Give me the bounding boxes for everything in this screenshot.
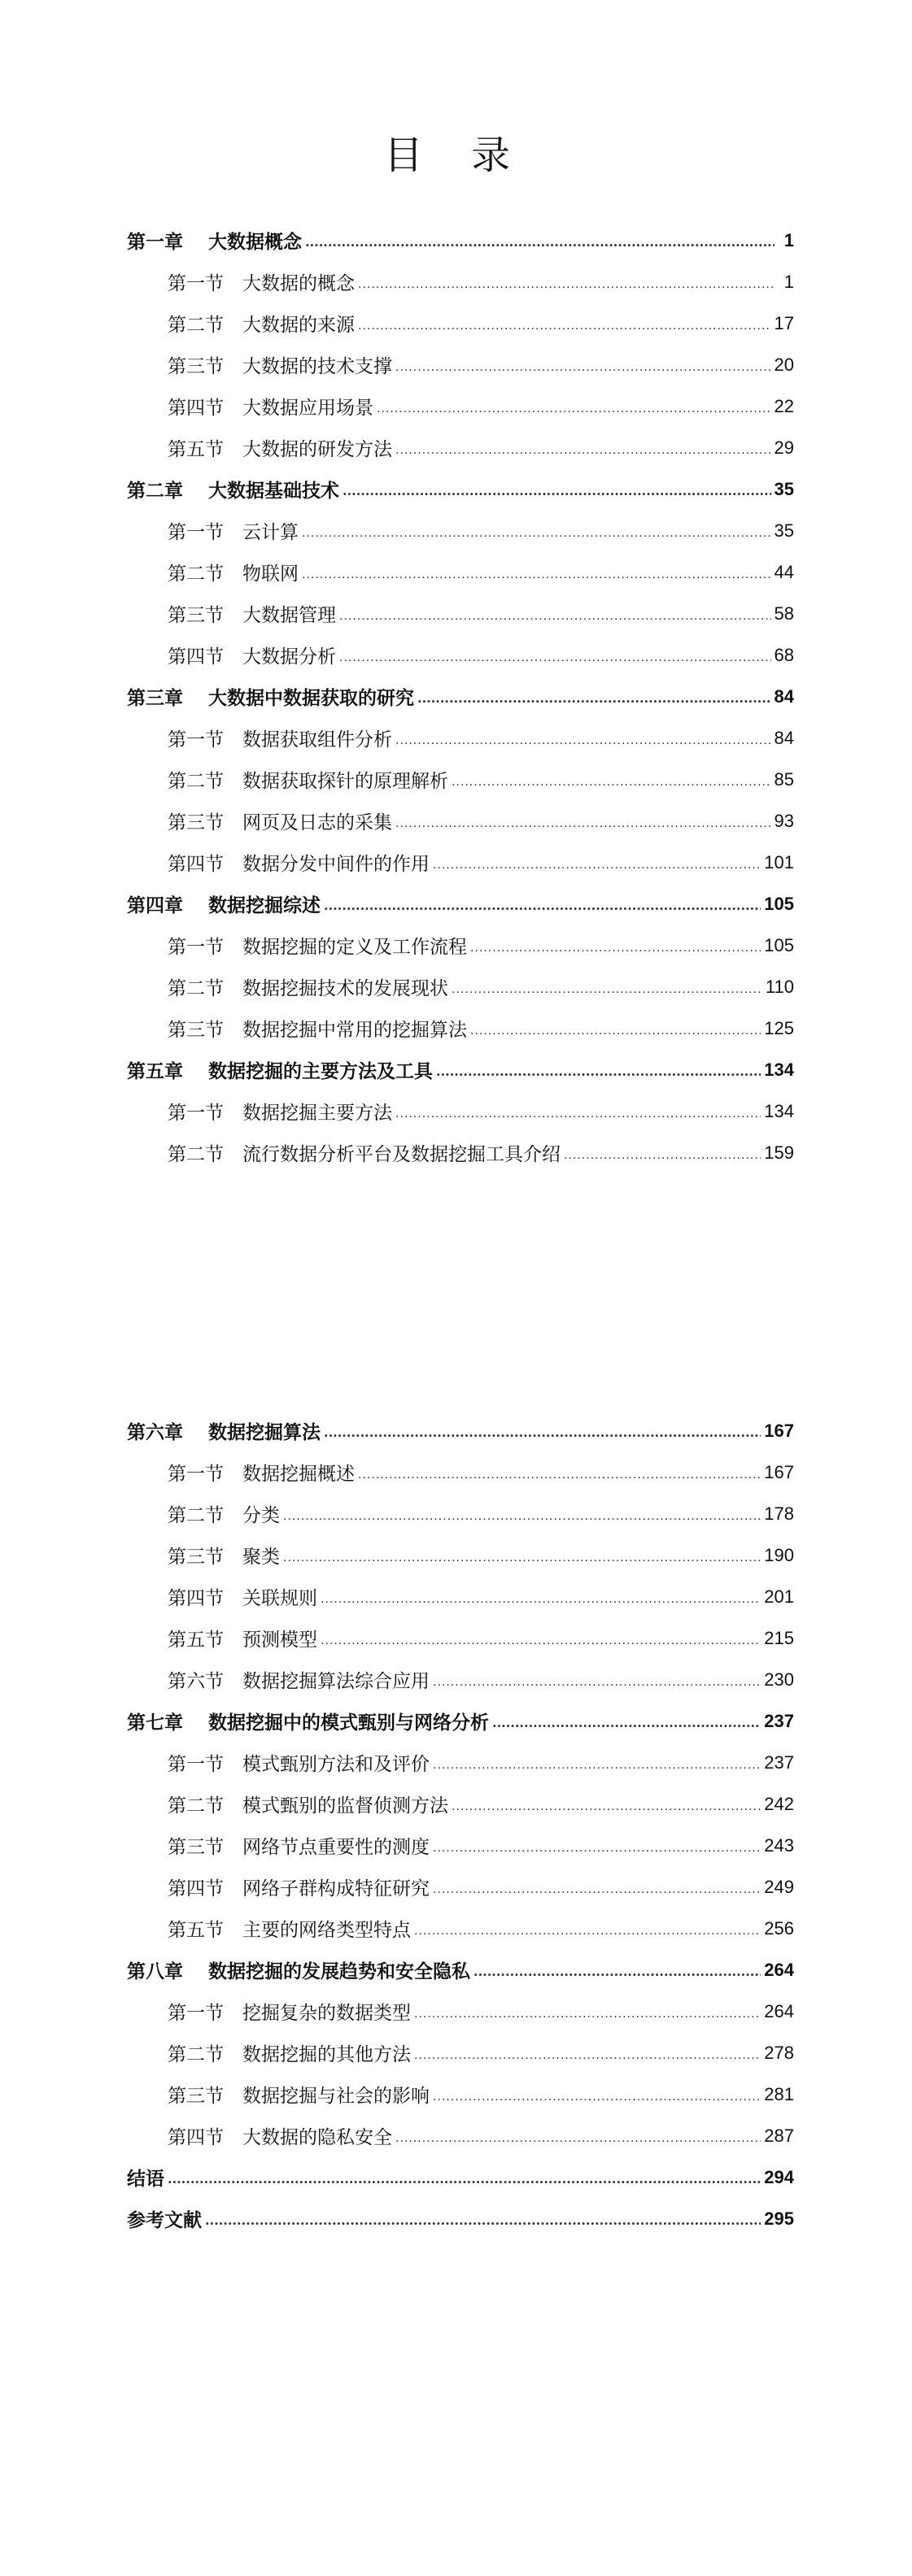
dot-leader xyxy=(492,1711,761,1732)
entry-page-number: 190 xyxy=(764,1544,794,1565)
entry-title: 大数据的来源 xyxy=(242,315,355,336)
toc-chapter-entry[interactable] xyxy=(127,220,794,261)
dot-leader xyxy=(433,1877,761,1898)
entry-page-number: 264 xyxy=(764,1959,794,1980)
entry-number: 第一章 xyxy=(127,231,183,253)
entry-page-number: 105 xyxy=(764,934,794,955)
dot-leader xyxy=(339,645,771,666)
entry-page-number: 1 xyxy=(783,229,794,250)
dot-leader xyxy=(452,769,771,790)
dot-leader xyxy=(395,437,771,459)
toc-section-entry[interactable] xyxy=(127,717,794,759)
entry-page-number: 44 xyxy=(774,561,794,582)
dot-leader xyxy=(417,686,771,707)
toc-chapter-entry[interactable] xyxy=(127,1949,794,1991)
entry-number: 第一节 xyxy=(168,273,224,294)
entry-number: 第一节 xyxy=(168,522,224,543)
entry-number: 第三章 xyxy=(127,687,183,709)
dot-leader xyxy=(433,2084,761,2105)
entry-page-number: 35 xyxy=(774,520,794,541)
entry-number: 第二节 xyxy=(168,564,224,585)
entry-title: 数据挖掘综述 xyxy=(208,894,321,916)
toc-section-entry[interactable] xyxy=(127,1742,794,1783)
toc-section-entry[interactable] xyxy=(127,1866,794,1908)
dot-leader xyxy=(302,562,771,583)
toc-section-entry[interactable] xyxy=(127,2115,794,2156)
dot-leader xyxy=(395,728,771,749)
entry-page-number: 85 xyxy=(774,768,794,790)
toc-chapter-entry[interactable] xyxy=(127,676,794,717)
entry-page-number: 264 xyxy=(764,2000,794,2021)
entry-title: 大数据应用场景 xyxy=(242,398,373,419)
entry-title: 数据挖掘技术的发展现状 xyxy=(242,978,448,999)
toc-chapter-entry[interactable] xyxy=(127,2198,794,2239)
dot-leader xyxy=(433,1669,761,1690)
entry-page-number: 105 xyxy=(764,893,794,914)
entry-number: 第二章 xyxy=(127,480,183,502)
dot-leader xyxy=(473,1960,761,1981)
entry-number: 第三节 xyxy=(168,356,224,377)
toc-block-lower xyxy=(127,1410,794,2239)
dot-leader xyxy=(339,603,771,624)
entry-page-number: 134 xyxy=(764,1059,794,1080)
entry-number: 第三节 xyxy=(168,812,224,833)
entry-page-number: 20 xyxy=(774,354,794,375)
entry-title: 网络节点重要性的测度 xyxy=(242,1837,430,1858)
entry-page-number: 215 xyxy=(764,1627,794,1648)
dot-leader xyxy=(324,1421,761,1442)
entry-title: 大数据的隐私安全 xyxy=(242,2127,392,2148)
toc-section-entry[interactable] xyxy=(127,344,794,385)
entry-number: 第四节 xyxy=(168,1588,224,1609)
entry-title: 参考文献 xyxy=(127,2209,202,2231)
dot-leader xyxy=(205,2208,761,2230)
entry-title: 数据挖掘概述 xyxy=(242,1464,355,1485)
toc-section-entry[interactable] xyxy=(127,1659,794,1700)
entry-title: 流行数据分析平台及数据挖掘工具介绍 xyxy=(242,1144,561,1165)
entry-number: 第四节 xyxy=(168,2127,224,2148)
entry-title: 大数据分析 xyxy=(242,646,336,668)
toc-chapter-entry[interactable] xyxy=(127,468,794,510)
entry-page-number: 17 xyxy=(774,312,794,333)
entry-number: 第七章 xyxy=(127,1712,183,1734)
entry-page-number: 167 xyxy=(764,1420,794,1441)
entry-page-number: 243 xyxy=(764,1834,794,1856)
toc-section-entry[interactable] xyxy=(127,1825,794,1866)
entry-number: 第一节 xyxy=(168,1754,224,1775)
entry-page-number: 1 xyxy=(783,271,794,292)
toc-section-entry[interactable] xyxy=(127,1007,794,1049)
entry-page-number: 287 xyxy=(764,2125,794,2146)
entry-page-number: 242 xyxy=(764,1793,794,1814)
dot-leader xyxy=(358,313,771,334)
entry-title: 数据挖掘的主要方法及工具 xyxy=(208,1060,433,1082)
toc-chapter-entry[interactable] xyxy=(127,1410,794,1451)
toc-section-entry[interactable] xyxy=(127,1534,794,1576)
entry-page-number: 159 xyxy=(764,1142,794,1163)
entry-page-number: 249 xyxy=(764,1876,794,1897)
toc-section-entry[interactable] xyxy=(127,2073,794,2115)
entry-title: 云计算 xyxy=(242,522,299,543)
toc-section-entry[interactable] xyxy=(127,551,794,593)
toc-section-entry[interactable] xyxy=(127,1451,794,1493)
entry-page-number: 256 xyxy=(764,1917,794,1939)
entry-page-number: 294 xyxy=(764,2166,794,2187)
dot-leader xyxy=(302,520,771,542)
entry-title: 数据挖掘的定义及工作流程 xyxy=(242,937,467,958)
entry-page-number: 134 xyxy=(764,1100,794,1121)
entry-page-number: 58 xyxy=(774,603,794,624)
entry-number: 第一节 xyxy=(168,1103,224,1124)
dot-leader xyxy=(470,935,761,956)
entry-number: 第一节 xyxy=(168,937,224,958)
entry-number: 第四节 xyxy=(168,854,224,875)
entry-title: 物联网 xyxy=(242,564,299,585)
entry-title: 数据获取组件分析 xyxy=(242,729,392,751)
entry-page-number: 237 xyxy=(764,1751,794,1773)
dot-leader xyxy=(377,396,771,417)
entry-number: 第五节 xyxy=(168,439,224,460)
entry-title: 分类 xyxy=(242,1505,280,1526)
dot-leader xyxy=(283,1545,761,1566)
dot-leader xyxy=(283,1503,761,1525)
entry-title: 大数据的技术支撑 xyxy=(242,356,392,377)
entry-page-number: 125 xyxy=(764,1017,794,1038)
entry-title: 网页及日志的采集 xyxy=(242,812,392,833)
dot-leader xyxy=(564,1142,761,1164)
entry-page-number: 201 xyxy=(764,1586,794,1607)
entry-title: 大数据的研发方法 xyxy=(242,439,392,460)
dot-leader xyxy=(452,1794,761,1815)
toc-section-entry[interactable] xyxy=(127,385,794,427)
entry-number: 第六节 xyxy=(168,1671,224,1692)
entry-page-number: 68 xyxy=(774,644,794,665)
entry-title: 数据分发中间件的作用 xyxy=(242,854,430,875)
entry-title: 关联规则 xyxy=(242,1588,317,1609)
entry-title: 聚类 xyxy=(242,1547,280,1568)
toc-section-entry[interactable] xyxy=(127,510,794,551)
toc-section-entry[interactable] xyxy=(127,1908,794,1949)
dot-leader xyxy=(452,977,762,998)
toc-section-entry[interactable] xyxy=(127,634,794,676)
entry-title: 数据挖掘中的模式甄别与网络分析 xyxy=(208,1712,489,1734)
entry-title: 大数据基础技术 xyxy=(208,480,339,502)
dot-leader xyxy=(168,2167,761,2188)
dot-leader xyxy=(395,2126,761,2147)
entry-number: 第三节 xyxy=(168,2086,224,2107)
dot-leader xyxy=(358,1462,761,1483)
dot-leader xyxy=(321,1586,761,1608)
dot-leader xyxy=(324,894,761,915)
toc-section-entry[interactable] xyxy=(127,966,794,1007)
entry-title: 数据挖掘的其他方法 xyxy=(242,2044,411,2065)
entry-number: 第二节 xyxy=(168,771,224,792)
entry-title: 数据挖掘与社会的影响 xyxy=(242,2086,430,2107)
toc-section-entry[interactable] xyxy=(127,1783,794,1825)
entry-number: 第八章 xyxy=(127,1960,183,1982)
dot-leader xyxy=(343,479,771,500)
entry-page-number: 237 xyxy=(764,1710,794,1731)
entry-page-number: 178 xyxy=(764,1503,794,1524)
toc-chapter-entry[interactable] xyxy=(127,883,794,925)
entry-number: 第二节 xyxy=(168,978,224,999)
toc-section-entry[interactable] xyxy=(127,1617,794,1659)
toc-chapter-entry[interactable] xyxy=(127,1049,794,1090)
toc-section-entry[interactable] xyxy=(127,1132,794,1173)
toc-section-entry[interactable] xyxy=(127,1576,794,1617)
entry-number: 第三节 xyxy=(168,1837,224,1858)
entry-page-number: 278 xyxy=(764,2042,794,2063)
entry-title: 数据获取探针的原理解析 xyxy=(242,771,448,792)
dot-leader xyxy=(470,1018,761,1039)
entry-number: 第一节 xyxy=(168,1464,224,1485)
entry-number: 第二节 xyxy=(168,315,224,336)
entry-number: 第五节 xyxy=(168,1920,224,1941)
entry-number: 第四节 xyxy=(168,1878,224,1899)
entry-number: 第二节 xyxy=(168,2044,224,2065)
toc-section-entry[interactable] xyxy=(127,593,794,634)
entry-number: 第四节 xyxy=(168,646,224,668)
dot-leader xyxy=(414,2001,761,2022)
entry-number: 第一节 xyxy=(168,2003,224,2024)
entry-title: 挖掘复杂的数据类型 xyxy=(242,2003,411,2024)
entry-page-number: 84 xyxy=(774,685,794,707)
entry-number: 第五章 xyxy=(127,1060,183,1082)
toc-section-entry[interactable] xyxy=(127,759,794,800)
entry-number: 第三节 xyxy=(168,1547,224,1568)
toc-chapter-entry[interactable] xyxy=(127,1700,794,1742)
toc-title: 目 录 xyxy=(383,133,529,178)
toc-section-entry[interactable] xyxy=(127,1991,794,2032)
entry-page-number: 110 xyxy=(765,976,794,997)
entry-page-number: 22 xyxy=(774,395,794,416)
entry-number: 第二节 xyxy=(168,1795,224,1817)
dot-leader xyxy=(395,811,771,832)
dot-leader xyxy=(321,1628,761,1649)
dot-leader xyxy=(414,1918,761,1939)
entry-page-number: 230 xyxy=(764,1669,794,1690)
entry-title: 数据挖掘的发展趋势和安全隐私 xyxy=(208,1960,470,1982)
dot-leader xyxy=(305,230,775,251)
entry-number: 第四节 xyxy=(168,398,224,419)
toc-block-upper xyxy=(127,220,794,1173)
entry-page-number: 295 xyxy=(764,2208,794,2229)
toc-section-entry[interactable] xyxy=(127,427,794,468)
entry-title: 主要的网络类型特点 xyxy=(242,1920,411,1941)
dot-leader xyxy=(358,272,775,293)
entry-title: 结语 xyxy=(127,2168,164,2190)
toc-section-entry[interactable] xyxy=(127,842,794,883)
toc-section-entry[interactable] xyxy=(127,302,794,344)
entry-number: 第二节 xyxy=(168,1144,224,1165)
entry-page-number: 281 xyxy=(764,2083,794,2104)
toc-section-entry[interactable] xyxy=(127,1493,794,1534)
dot-leader xyxy=(395,1101,761,1122)
entry-title: 数据挖掘主要方法 xyxy=(242,1103,392,1124)
dot-leader xyxy=(414,2043,761,2064)
dot-leader xyxy=(433,1835,761,1856)
entry-number: 第五节 xyxy=(168,1630,224,1651)
entry-page-number: 35 xyxy=(774,478,794,499)
toc-section-entry[interactable] xyxy=(127,925,794,966)
entry-page-number: 84 xyxy=(774,727,794,748)
entry-title: 模式甄别方法和及评价 xyxy=(242,1754,430,1775)
entry-title: 数据挖掘算法 xyxy=(208,1421,321,1443)
entry-page-number: 29 xyxy=(774,437,794,458)
dot-leader xyxy=(395,355,771,376)
toc-section-entry[interactable] xyxy=(127,1090,794,1132)
entry-page-number: 101 xyxy=(764,851,794,872)
entry-number: 第三节 xyxy=(168,1020,224,1041)
entry-number: 第六章 xyxy=(127,1421,183,1443)
entry-title: 模式甄别的监督侦测方法 xyxy=(242,1795,448,1817)
dot-leader xyxy=(433,1752,761,1773)
entry-number: 第四章 xyxy=(127,894,183,916)
entry-page-number: 167 xyxy=(764,1461,794,1482)
entry-number: 第二节 xyxy=(168,1505,224,1526)
entry-title: 网络子群构成特征研究 xyxy=(242,1878,430,1899)
entry-title: 数据挖掘算法综合应用 xyxy=(242,1671,430,1692)
entry-title: 预测模型 xyxy=(242,1630,317,1651)
entry-page-number: 93 xyxy=(774,810,794,831)
entry-number: 第一节 xyxy=(168,729,224,751)
entry-title: 大数据概念 xyxy=(208,231,302,253)
toc-section-entry[interactable] xyxy=(127,2032,794,2073)
toc-section-entry[interactable] xyxy=(127,800,794,842)
toc-chapter-entry[interactable] xyxy=(127,2156,794,2198)
dot-leader xyxy=(436,1060,761,1081)
toc-section-entry[interactable] xyxy=(127,261,794,302)
entry-number: 第三节 xyxy=(168,605,224,626)
dot-leader xyxy=(433,852,761,873)
entry-title: 大数据中数据获取的研究 xyxy=(208,687,414,709)
entry-title: 大数据的概念 xyxy=(242,273,355,294)
entry-title: 数据挖掘中常用的挖掘算法 xyxy=(242,1020,467,1041)
entry-title: 大数据管理 xyxy=(242,605,336,626)
